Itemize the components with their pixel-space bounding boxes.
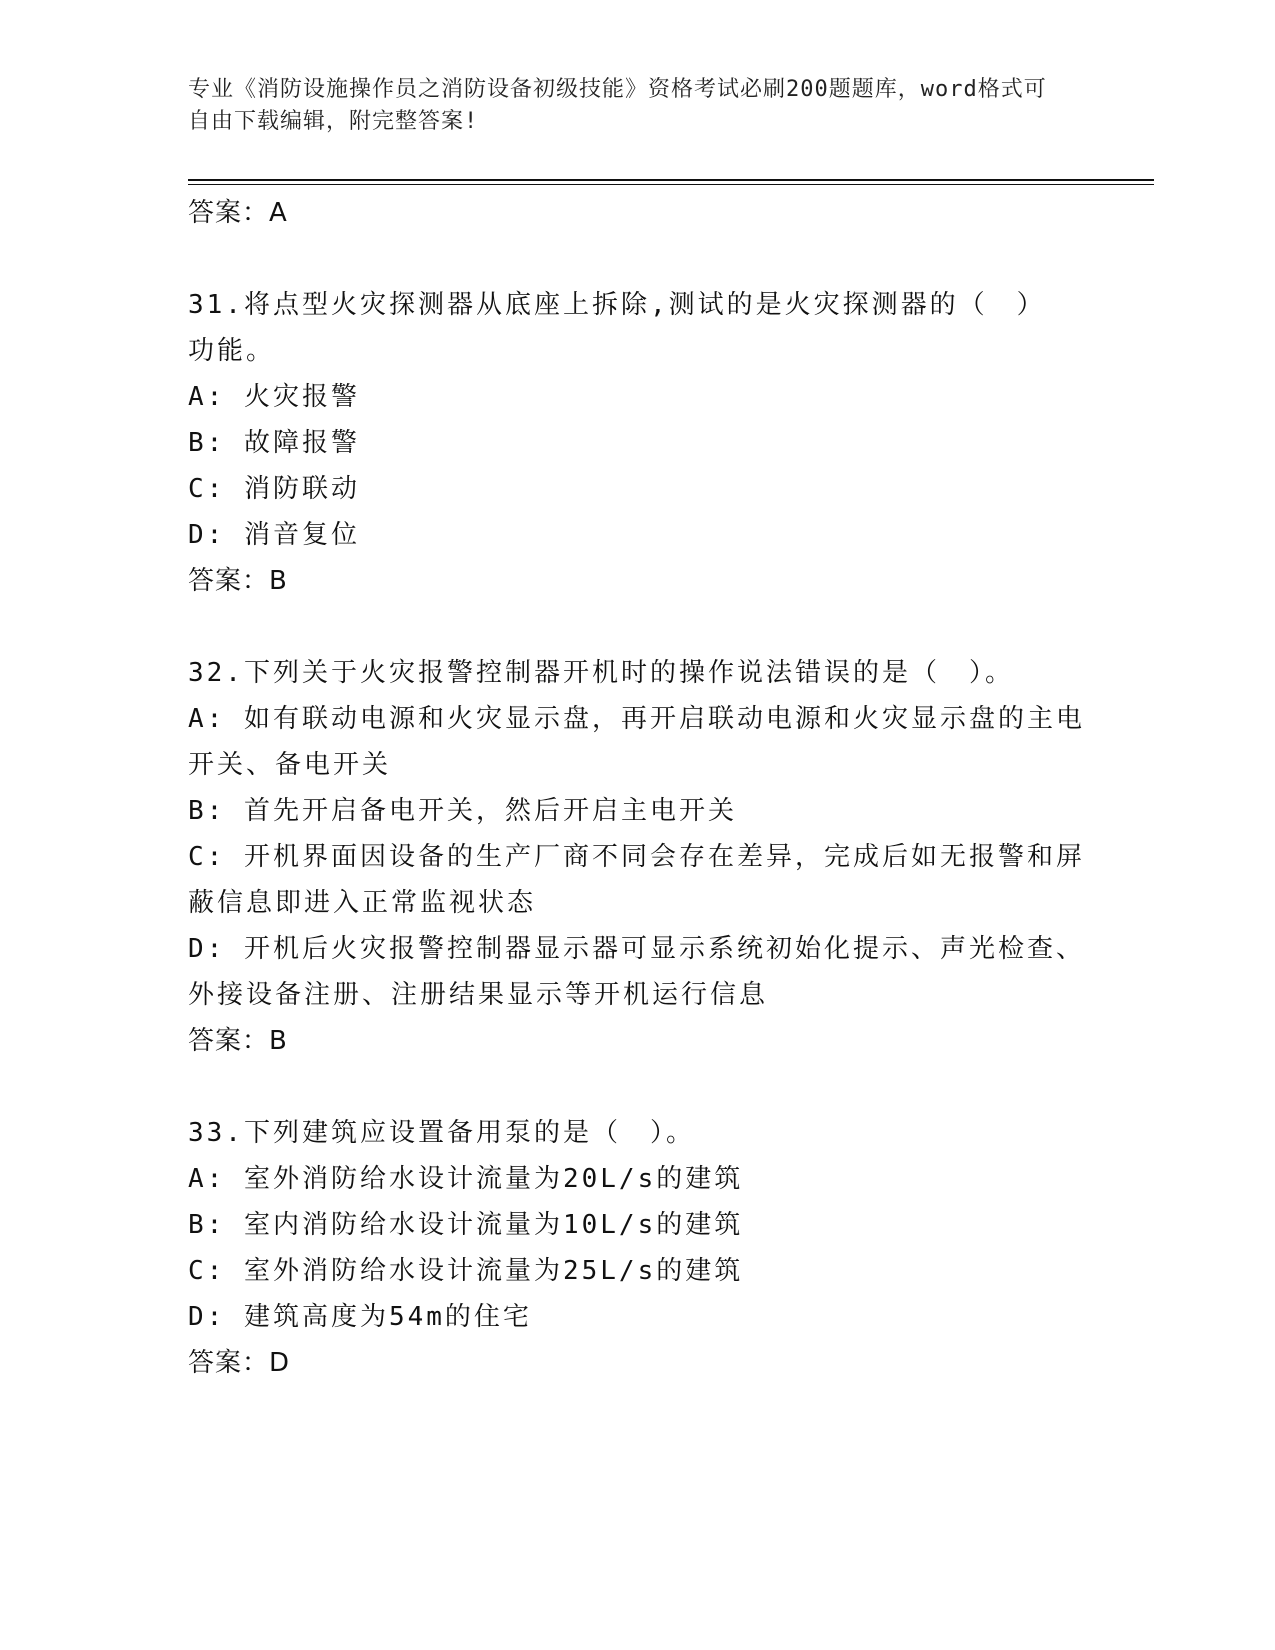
- option-b: B: 室内消防给水设计流量为10L/s的建筑: [188, 1210, 744, 1240]
- answer-32: 答案：B: [188, 1026, 288, 1056]
- option-a: A: 室外消防给水设计流量为20L/s的建筑: [188, 1164, 744, 1194]
- question-stem: 32.下列关于火灾报警控制器开机时的操作说法错误的是（ ）。: [188, 658, 1014, 688]
- option-d: D: 建筑高度为54m的住宅: [188, 1302, 532, 1332]
- question-31: [188, 282, 1088, 604]
- option-d: D: 开机后火灾报警控制器显示器可显示系统初始化提示、声光检查、外接设备注册、注册结果显示等开机运行信息: [188, 934, 1085, 1010]
- question-list: [188, 190, 1088, 1386]
- option-a: A: 火灾报警: [188, 382, 360, 412]
- answer-31: 答案：B: [188, 566, 288, 596]
- answer-33: 答案：D: [188, 1348, 291, 1378]
- option-b: B: 故障报警: [188, 428, 360, 458]
- spacer: [188, 236, 1088, 282]
- option-c: C: 消防联动: [188, 474, 360, 504]
- option-b: B: 首先开启备电开关，然后开启主电开关: [188, 796, 737, 826]
- spacer: [188, 604, 1088, 650]
- option-c: C: 开机界面因设备的生产厂商不同会存在差异，完成后如无报警和屏蔽信息即进入正常监视状态: [188, 842, 1085, 918]
- option-c: C: 室外消防给水设计流量为25L/s的建筑: [188, 1256, 744, 1286]
- spacer: [188, 1064, 1088, 1110]
- header-divider-thin: [188, 184, 1154, 185]
- header-divider-thick: [188, 179, 1154, 181]
- answer-30: 答案：A: [188, 198, 288, 228]
- question-stem: 33.下列建筑应设置备用泵的是（ ）。: [188, 1118, 695, 1148]
- option-d: D: 消音复位: [188, 520, 360, 550]
- question-32: [188, 650, 1088, 1064]
- question-stem: 31.将点型火灾探测器从底座上拆除,测试的是火灾探测器的（ ）功能。: [188, 290, 1046, 366]
- question-33: [188, 1110, 1088, 1386]
- option-a: A: 如有联动电源和火灾显示盘，再开启联动电源和火灾显示盘的主电开关、备电开关: [188, 704, 1085, 780]
- page-header: 专业《消防设施操作员之消防设备初级技能》资格考试必刷200题题库，word格式可自由下载编辑，附完整答案!: [188, 77, 1047, 134]
